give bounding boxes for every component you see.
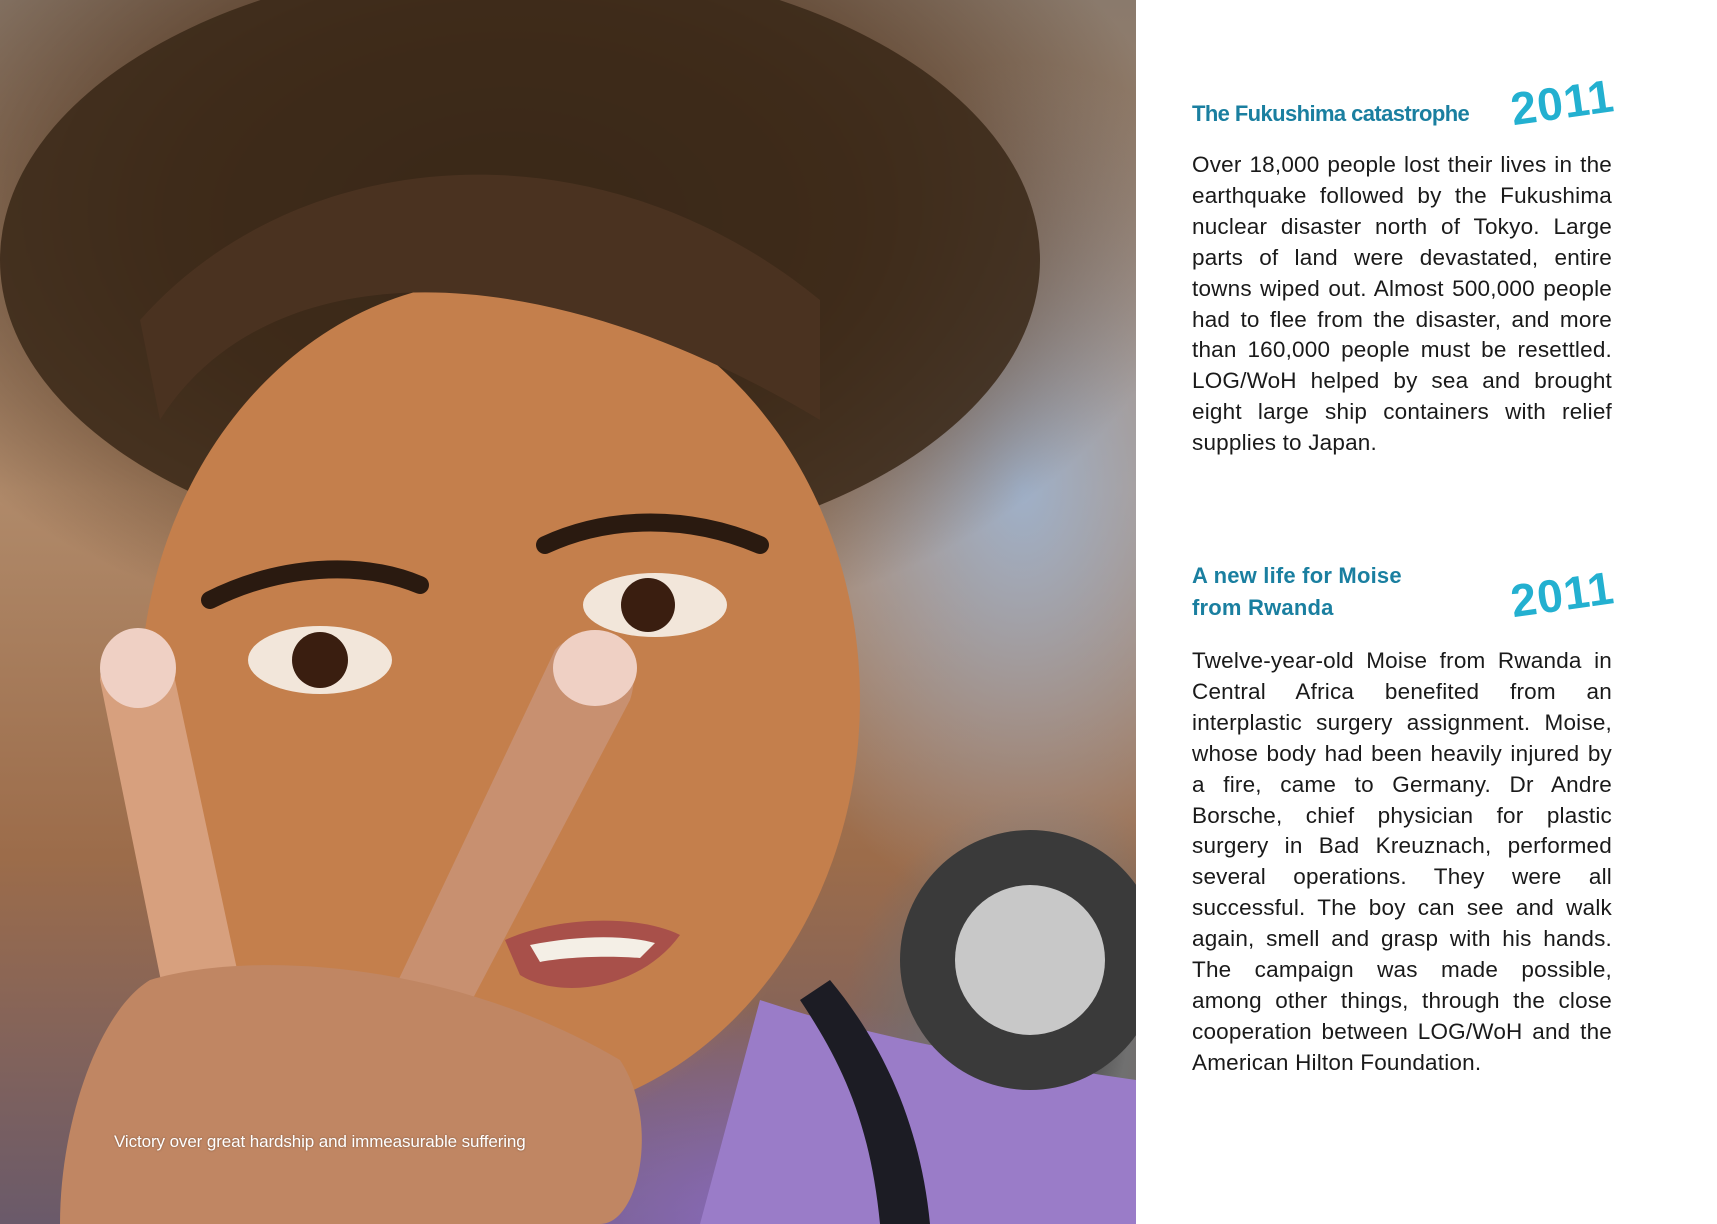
photo-caption: Victory over great hardship and immeasurable suffering	[114, 1132, 526, 1151]
article-heading: A new life for Moise from Rwanda	[1192, 563, 1402, 620]
wheel-rim	[955, 885, 1105, 1035]
article-fukushima	[1192, 69, 1618, 459]
article-heading: The Fukushima catastrophe	[1192, 101, 1470, 126]
middle-fingernail	[553, 630, 637, 706]
left-iris	[292, 632, 348, 688]
article-body: Over 18,000 people lost their lives in the earthquake followed by the Fukushima nuclear disaster north of Tokyo. Large parts of land were devastated, entire towns wiped out. Almost 500,000 people had to flee from the disaster, and more than 160,000 people must be resettled. LOG/WoH helped by sea and brought eight large ship containers with relief supplies to Japan.	[1192, 152, 1612, 456]
article-body: Twelve-year-old Moise from Rwanda in Central Africa benefited from an interplastic surgery assignment. Moise, whose body had been heavily injured by a fire, came to Germany. Dr Andre Borsche, chief physician for plastic surgery in Bad Kreuznach, performed several operations. They were all successful. The boy can see and walk again, smell and grasp with his hands. The campaign was made possible, among other things, through the close cooperation between LOG/WoH and the American Hilton Foundation.	[1192, 648, 1612, 1075]
right-iris	[621, 578, 675, 632]
article-year: 2011	[1507, 69, 1618, 136]
article-moise	[1192, 560, 1618, 1079]
article-year: 2011	[1507, 561, 1618, 628]
index-fingernail	[100, 628, 176, 708]
